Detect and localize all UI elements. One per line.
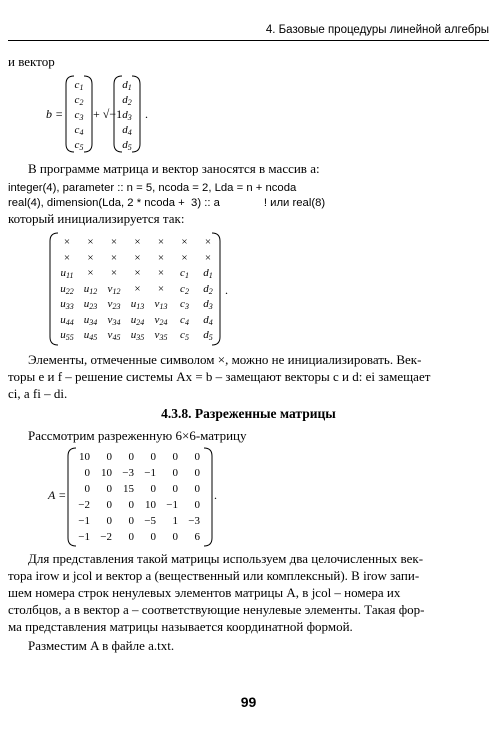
init-matrix-cell: × bbox=[63, 236, 71, 248]
para-elements-2: торы e и f – решение системы Ax = b – замещают векторы c и d: ei замещает bbox=[8, 369, 431, 384]
init-matrix-cell: $u_{11}$ bbox=[60, 267, 74, 280]
init-matrix-cell: $u_{34}$ bbox=[83, 313, 98, 327]
init-matrix-cell: $c_3$ bbox=[180, 298, 189, 311]
init-matrix-cell: × bbox=[157, 251, 165, 264]
sparse-matrix-cell: 10 bbox=[79, 451, 90, 463]
code-line-2: real(4), dimension(Lda, 2 * ncoda + 3) :: a ! или real(8) bbox=[8, 197, 326, 209]
sparse-matrix-cell: 0 bbox=[106, 451, 112, 463]
d-vector-entry: $d_2$ bbox=[122, 94, 132, 107]
para-elements-1: Элементы, отмеченные символом ×, можно не инициализировать. Век- bbox=[28, 352, 422, 367]
sparse-matrix-cell: −3 bbox=[122, 467, 134, 479]
sparse-matrix-cell: 0 bbox=[128, 531, 134, 543]
para-place: Разместим A в файле a.txt. bbox=[28, 638, 175, 653]
para-repr-2: тора irow и jcol и вектор a (вещественный или комплексный). В irow запи- bbox=[8, 568, 420, 583]
init-matrix-cell: $d_4$ bbox=[203, 313, 213, 327]
running-header: 4. Базовые процедуры линейной алгебры bbox=[265, 24, 489, 36]
init-matrix-cell: $u_{13}$ bbox=[130, 298, 145, 311]
sparse-matrix-cell: 0 bbox=[84, 467, 90, 479]
sparse-matrix-cell: 0 bbox=[194, 483, 200, 495]
init-matrix-cell: $d_3$ bbox=[203, 298, 213, 311]
sparse-matrix-cell: 0 bbox=[150, 531, 156, 543]
sparse-matrix-cell: 0 bbox=[172, 451, 178, 463]
section-heading: 4.3.8. Разреженные матрицы bbox=[161, 406, 336, 421]
init-matrix-cell: × bbox=[181, 236, 188, 248]
sparse-matrix-cell: 0 bbox=[106, 499, 112, 511]
para-init: который инициализируется так: bbox=[8, 211, 185, 226]
para-program-text: В программе матрица и вектор заносятся в массив a: bbox=[28, 161, 320, 176]
init-matrix-cell: $c_1$ bbox=[180, 267, 189, 280]
init-matrix-cell: $v_{35}$ bbox=[154, 329, 168, 342]
sparse-matrix-cell: 10 bbox=[145, 499, 156, 511]
init-matrix-cell: $u_{55}$ bbox=[60, 329, 74, 342]
c-vector-entry: $c_3$ bbox=[74, 109, 84, 122]
sparse-matrix-cell: 6 bbox=[194, 531, 200, 543]
init-matrix-cell: × bbox=[181, 251, 188, 264]
init-matrix-cell: $v_{13}$ bbox=[154, 298, 168, 311]
init-matrix-cell: $u_{12}$ bbox=[83, 282, 98, 296]
c-vector-entry: $c_1$ bbox=[74, 79, 84, 92]
para-repr-4: столбцов, а в вектор a – соответствующие ненулевые элементы. Такая фор- bbox=[8, 602, 425, 617]
para-repr-3: шем номера строк ненулевых элементов матрицы A, в jcol – номера их bbox=[8, 585, 401, 600]
init-matrix-cell: $c_2$ bbox=[180, 282, 189, 296]
c-vector-entry: $c_5$ bbox=[74, 139, 84, 152]
sparse-matrix-cell: 0 bbox=[194, 499, 200, 511]
sparse-matrix-cell: 0 bbox=[106, 515, 112, 527]
sparse-matrix-cell: 0 bbox=[106, 483, 112, 495]
init-matrix-cell: $u_{24}$ bbox=[130, 313, 145, 327]
init-matrix-cell: × bbox=[134, 282, 141, 295]
sparse-matrix-cell: 0 bbox=[172, 467, 178, 479]
sparse-matrix-cell: 15 bbox=[123, 483, 134, 495]
init-matrix-cell: $c_4$ bbox=[180, 313, 189, 327]
sparse-matrix-cell: −3 bbox=[188, 515, 200, 527]
sparse-matrix-cell: 10 bbox=[101, 467, 112, 479]
init-matrix-cell: × bbox=[204, 236, 212, 248]
init-matrix-cell: × bbox=[204, 251, 212, 264]
init-matrix-cell: × bbox=[110, 267, 118, 279]
vector-end-dot: . bbox=[145, 107, 148, 121]
sparse-matrix-cell: −1 bbox=[78, 531, 90, 543]
init-matrix-cell: × bbox=[157, 267, 165, 279]
sparse-matrix-cell: 0 bbox=[194, 451, 200, 463]
init-matrix-cell: × bbox=[87, 251, 94, 264]
d-vector-entry: $d_3$ bbox=[122, 109, 132, 122]
init-matrix-cell: $d_1$ bbox=[203, 267, 213, 280]
init-matrix-cell: × bbox=[134, 267, 141, 279]
sparse-matrix-cell: 0 bbox=[150, 483, 156, 495]
sparse-matrix-cell: 0 bbox=[172, 531, 178, 543]
sparse-matrix-cell: −1 bbox=[144, 467, 156, 479]
d-vector-entry: $d_4$ bbox=[122, 124, 132, 137]
sparse-matrix-cell: −1 bbox=[166, 499, 178, 511]
d-vector-entry: $d_1$ bbox=[122, 79, 132, 92]
sparse-matrix-cell: −2 bbox=[78, 499, 90, 511]
c-vector-entry: $c_4$ bbox=[74, 124, 84, 137]
init-matrix-cell: $u_{22}$ bbox=[60, 282, 74, 296]
init-matrix-cell: × bbox=[134, 236, 141, 248]
init-matrix-cell: × bbox=[157, 236, 165, 248]
init-matrix-cell: × bbox=[157, 282, 165, 295]
init-matrix-cell: $d_2$ bbox=[203, 282, 213, 296]
init-matrix-cell: $d_5$ bbox=[203, 329, 213, 342]
init-matrix-cell: × bbox=[110, 236, 118, 248]
para-repr-1: Для представления такой матрицы используем два целочисленных век- bbox=[28, 551, 424, 566]
init-matrix-end-dot: . bbox=[225, 283, 228, 297]
init-matrix-cell: $v_{45}$ bbox=[107, 329, 121, 342]
sparse-matrix-label: A = bbox=[48, 488, 67, 502]
init-matrix-cell: $v_{34}$ bbox=[107, 313, 121, 327]
d-vector-entry: $d_5$ bbox=[122, 139, 132, 152]
para-consider: Рассмотрим разреженную 6×6-матрицу bbox=[28, 428, 247, 443]
init-matrix-cell: × bbox=[110, 251, 118, 264]
sparse-matrix-cell: 0 bbox=[128, 515, 134, 527]
sparse-matrix-end-dot: . bbox=[214, 488, 217, 502]
sparse-matrix-cell: 0 bbox=[84, 483, 90, 495]
sparse-matrix-cell: 0 bbox=[172, 483, 178, 495]
init-matrix-cell: × bbox=[87, 236, 94, 248]
intro-text: и вектор bbox=[8, 54, 55, 69]
init-matrix-cell: $u_{33}$ bbox=[60, 298, 74, 311]
init-matrix-cell: × bbox=[134, 251, 141, 264]
plus-sqrt: + √−1 bbox=[93, 107, 123, 121]
init-matrix-cell: $u_{35}$ bbox=[130, 329, 145, 342]
c-vector-entry: $c_2$ bbox=[74, 94, 84, 107]
init-matrix-cell: × bbox=[87, 267, 94, 279]
code-line-1: integer(4), parameter :: n = 5, ncoda = 2, Lda = n + ncoda bbox=[8, 182, 297, 194]
init-matrix-cell: $u_{23}$ bbox=[83, 298, 98, 311]
init-matrix-cell: $u_{45}$ bbox=[83, 329, 98, 342]
sparse-matrix-cell: 0 bbox=[150, 451, 156, 463]
vector-label: b = bbox=[46, 107, 64, 121]
sparse-matrix-cell: −1 bbox=[78, 515, 90, 527]
para-elements-3: ci, а fi – di. bbox=[8, 386, 68, 401]
init-matrix-cell: $u_{44}$ bbox=[60, 313, 74, 327]
init-matrix-cell: $v_{23}$ bbox=[107, 298, 121, 311]
sparse-matrix-cell: 1 bbox=[172, 515, 178, 527]
init-matrix-cell: $c_5$ bbox=[180, 329, 189, 342]
init-matrix-cell: × bbox=[63, 251, 71, 264]
init-matrix-cell: $v_{12}$ bbox=[107, 282, 121, 296]
sparse-matrix-cell: −2 bbox=[100, 531, 112, 543]
sparse-matrix-cell: 0 bbox=[128, 451, 134, 463]
para-repr-5: ма представления матрицы называется координатной формой. bbox=[8, 619, 353, 634]
sparse-matrix-cell: 0 bbox=[128, 499, 134, 511]
page-number: 99 bbox=[240, 694, 257, 710]
sparse-matrix-cell: −5 bbox=[144, 515, 156, 527]
init-matrix-cell: $v_{24}$ bbox=[154, 313, 168, 327]
sparse-matrix-cell: 0 bbox=[194, 467, 200, 479]
